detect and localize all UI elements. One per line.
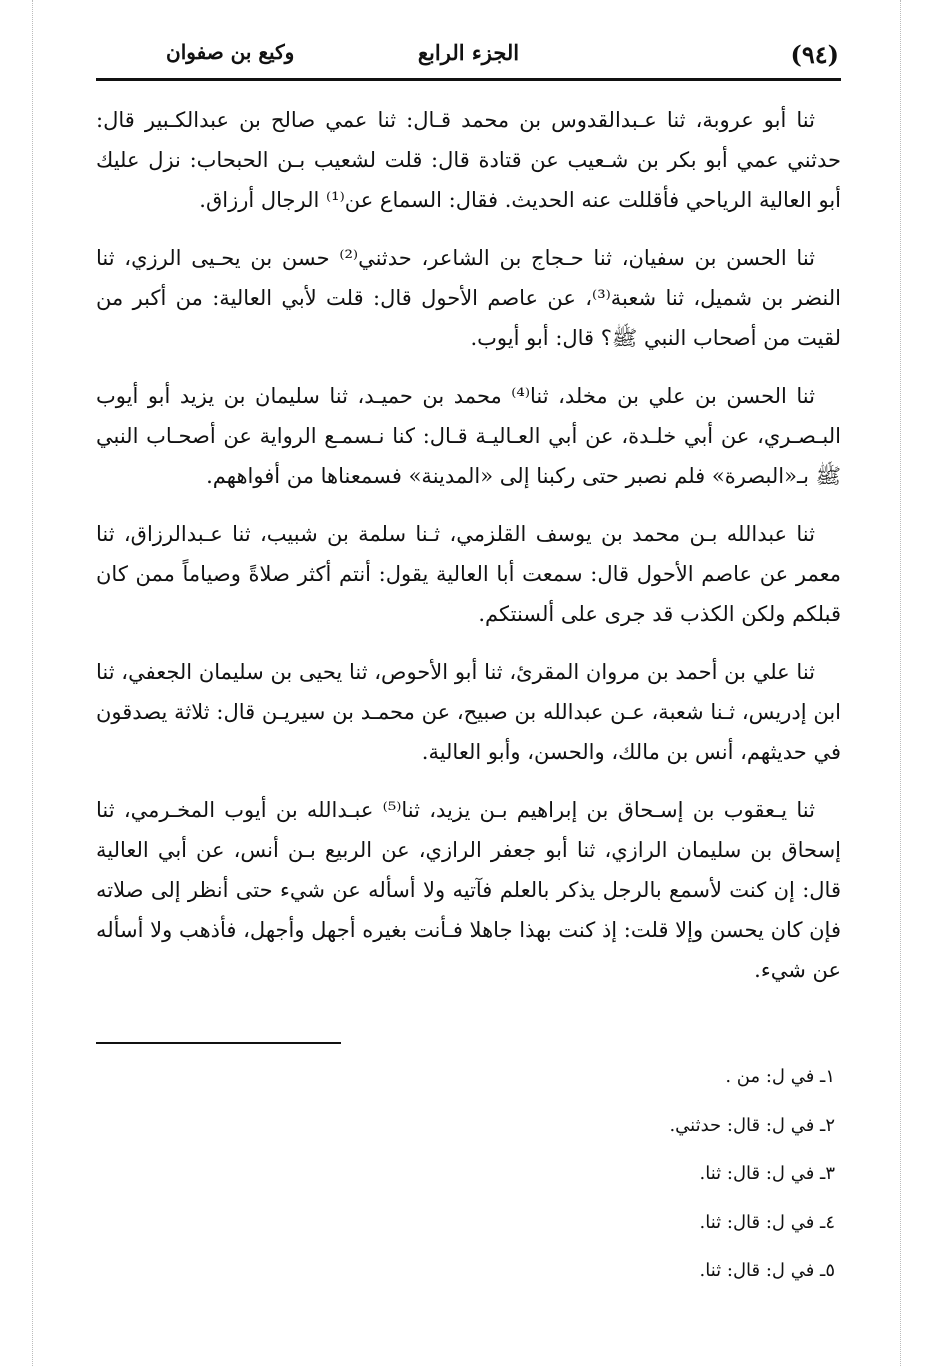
paragraph: ثنا أبو عروبة، ثنا عـبدالقدوس بن محمد قـال: ثنا عمي صالح بن عبدالكـبير قال: حدثني عمي أبو بكر بن شـعيب عن قتادة قال: قلت لشعيب بـن الحبحاب: نزل عليك أبو العالية الرياحي فأقللت عنه الحديث. فقال: السماع عن⁽¹⁾ الرجال أرزاق.	[96, 108, 841, 212]
paragraph: ثنا الحسن بن علي بن مخلد، ثنا⁽⁴⁾ محمد بن حميـد، ثنا سليمان بن يزيد أبو أيوب البـصـري، عن أبي خلـدة، عن أبي العـاليـة قـال: كنا نـسمـع الرواية عن أصحـاب النبي ﷺ بـ«البصرة» فلم نصبر حتى ركبنا إلى «المدينة» فسمعناها من أفواههم.	[96, 384, 841, 488]
page-number: (٩٤)	[790, 40, 839, 69]
footnote: ٢ـ في ل: قال: حدثني.	[669, 1114, 835, 1136]
part-title: الجزء الرابع	[417, 40, 520, 65]
paragraph: ثنا عبدالله بـن محمد بن يوسف القلزمي، ثـنا سلمة بن شبيب، ثنا عـبدالرزاق، ثنا معمر عن عاصم الأحول قال: سمعت أبا العالية يقول: أنتم أكثر صلاةً وصياماً ممن كان قبلكم ولكن الكذب قد جرى على ألسنتكم.	[96, 522, 841, 626]
footnote: ٥ـ في ل: قال: ثنا.	[699, 1260, 835, 1281]
footnotes	[385, 1062, 835, 1305]
footnote: ٤ـ في ل: قال: ثنا.	[699, 1211, 835, 1233]
paragraph: ثنا علي بن أحمد بن مروان المقرئ، ثنا أبو الأحوص، ثنا يحيى بن سليمان الجعفي، ثنا ابن إدريس، ثـنا شعبة، عـن عبدالله بن صبيح، عن محمـد بن سيريـن قال: ثلاثة يصدقون في حديثهم، أنس بن مالك، والحسن، وأبو العالية.	[96, 660, 841, 764]
footnote: ١ـ في ل: من .	[725, 1066, 835, 1087]
running-header	[96, 30, 841, 81]
author-name: وكيع بن صفوان	[166, 40, 295, 64]
main-text	[96, 100, 841, 1008]
page-edge-left	[32, 0, 33, 1366]
paragraph: ثنا يـعقوب بن إسـحاق بن إبراهيم بـن يزيد، ثنا⁽⁵⁾ عبـدالله بن أيوب المخـرمي، ثنا إسحاق بن سليمان الرازي، ثنا أبو جعفر الرازي، عن الربيع بـن أنس، عن أبي العالية قال: إن كنت لأسمع بالرجل يذكر بالعلم فآتيه ولا أسأله عن شيء حتى أنظر إلى صلاته فإن كان يحسن وإلا قلت: إذ كنت بهذا جاهلا فـأنت بغيره أجهل وأجهل، فأذهب ولا أسأله عن شيء.	[96, 798, 841, 982]
page-edge-right	[900, 0, 901, 1366]
paragraph: ثنا الحسن بن سفيان، ثنا حـجاج بن الشاعر، حدثني⁽²⁾ حسن بن يحـيى الرزي، ثنا النضر بن شميل، ثنا شعبة⁽³⁾، عن عاصم الأحول قال: قلت لأبي العالية: من أكبر من لقيت من أصحاب النبي ﷺ؟ قال: أبو أيوب.	[96, 246, 841, 350]
footnote: ٣ـ في ل: قال: ثنا.	[699, 1163, 835, 1184]
footnote-separator	[96, 1042, 341, 1044]
